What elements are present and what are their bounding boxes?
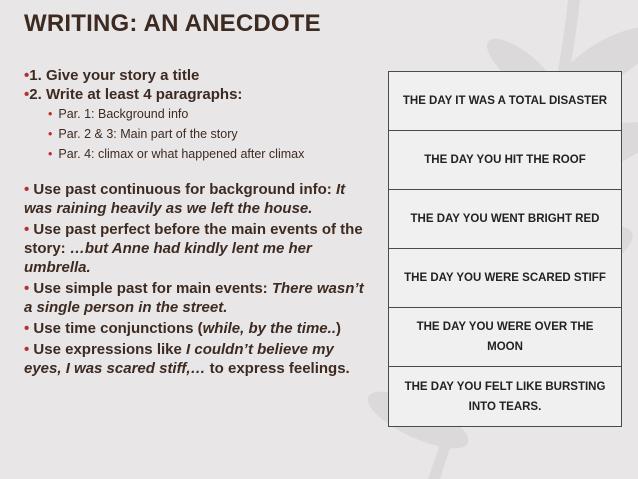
expression-cell: THE DAY YOU HIT THE ROOF xyxy=(389,131,621,190)
bullet-icon: • xyxy=(24,280,34,297)
tip-item xyxy=(24,340,374,378)
bullet-icon: • xyxy=(48,127,53,141)
tip-text: Use expressions like xyxy=(33,341,182,358)
step-text: 1. Give your story a title xyxy=(29,67,200,84)
tip-item xyxy=(24,220,374,277)
paragraph-item xyxy=(48,144,374,164)
tip-example: There wasn’t a single person in the street. xyxy=(24,280,364,316)
expression-cell: THE DAY YOU WERE SCARED STIFF xyxy=(389,249,621,308)
paragraph-item xyxy=(48,104,374,124)
bullet-icon: • xyxy=(48,147,53,161)
step-text: 2. Write at least 4 paragraphs: xyxy=(29,86,243,103)
tip-example: …but Anne had kindly lent me her umbrella. xyxy=(24,240,312,276)
tip-item xyxy=(24,279,374,317)
bullet-icon: • xyxy=(24,221,34,238)
tip-item xyxy=(24,319,374,338)
tip-item xyxy=(24,180,374,218)
bullet-icon: • xyxy=(24,320,34,337)
instructions-list xyxy=(24,66,374,378)
slide-title: WRITING: AN ANECDOTE xyxy=(24,10,321,37)
tip-text: Use simple past for main events: xyxy=(33,280,268,297)
step-item xyxy=(24,85,374,104)
paragraph-text: Par. 4: climax or what happened after climax xyxy=(58,147,305,161)
bullet-icon: • xyxy=(48,107,53,121)
bullet-icon: • xyxy=(24,341,34,358)
tip-example: while, by the time.. xyxy=(202,320,336,337)
expressions-table xyxy=(388,71,622,427)
tip-text: Use past continuous for background info: xyxy=(33,181,332,198)
tip-text-end: ) xyxy=(335,320,341,337)
bullet-icon: • xyxy=(24,86,30,103)
step-item xyxy=(24,66,374,85)
tip-text: Use time conjunctions ( xyxy=(33,320,203,337)
tip-example: I couldn’t believe my eyes, I was scared stiff,… xyxy=(24,341,334,377)
bullet-icon: • xyxy=(24,67,30,84)
expression-cell: THE DAY YOU WERE OVER THE MOON xyxy=(389,308,621,367)
bullet-icon: • xyxy=(24,181,34,198)
expression-cell: THE DAY IT WAS A TOTAL DISASTER xyxy=(389,72,621,131)
tip-text: Use past perfect before the main events of the story: xyxy=(24,221,363,257)
tip-example: It was raining heavily as we left the house. xyxy=(24,181,346,217)
paragraph-text: Par. 2 & 3: Main part of the story xyxy=(58,127,238,141)
tip-text-end: to express feelings. xyxy=(209,360,350,377)
paragraph-item xyxy=(48,124,374,144)
expression-cell: THE DAY YOU FELT LIKE BURSTING INTO TEARS. xyxy=(404,380,606,413)
paragraph-text: Par. 1: Background info xyxy=(58,107,189,121)
expression-cell: THE DAY YOU WENT BRIGHT RED xyxy=(389,190,621,249)
